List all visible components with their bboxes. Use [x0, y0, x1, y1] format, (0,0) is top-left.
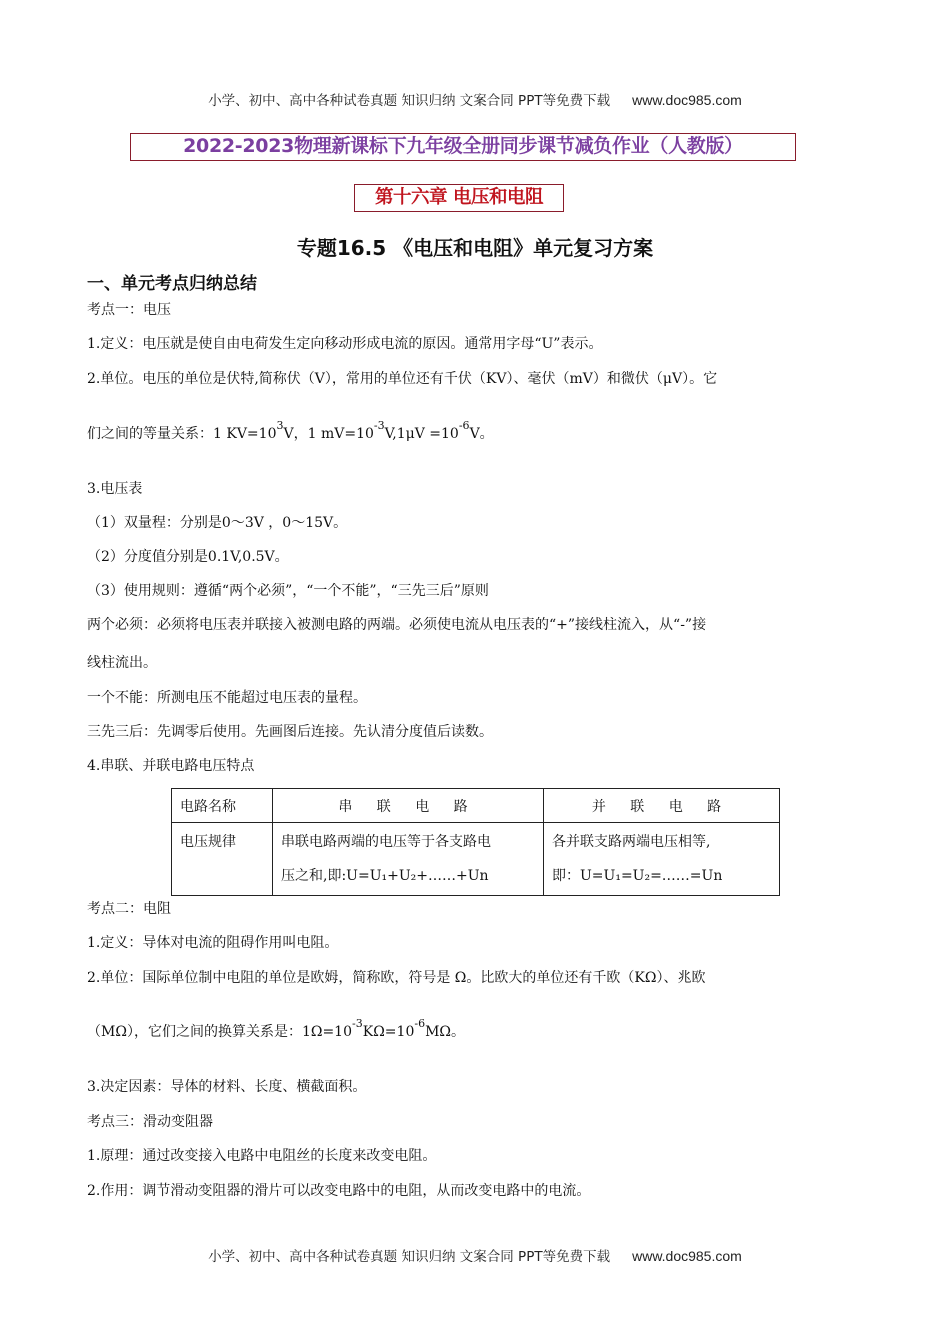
topic-title: 专题16.5 《电压和电阻》单元复习方案 — [296, 236, 654, 260]
parallel-rule-cell — [544, 823, 780, 896]
kp3-title: 考点三：滑动变阻器 — [87, 1114, 213, 1130]
footer-site-link[interactable]: www.doc985.com — [632, 1248, 742, 1264]
kp2-title: 考点二：电阻 — [87, 901, 171, 917]
page-footer — [0, 1245, 950, 1265]
kp1-unit-line2: 们之间的等量关系：1 $KV=10^3V$，1 $mV=10^{-3}V,1\mu V =10^{-6}V$。 — [87, 419, 494, 442]
series-rule-line1: 串联电路两端的电压等于各支路电 — [281, 834, 491, 850]
table-header-cell: 并 联 电 路 — [544, 789, 780, 823]
circuit-title: 4.串联、并联电路电压特点 — [87, 758, 255, 774]
kp1-unit-line1: 2.单位。电压的单位是伏特,简称伏（V），常用的单位还有千伏（KV）、毫伏（mV）和微伏（μV）。它 — [87, 371, 718, 387]
voltmeter-item-3: （3）使用规则：遵循“两个必须”，“一个不能”，“三先三后”原则 — [87, 583, 489, 599]
voltmeter-title: 3.电压表 — [87, 481, 143, 497]
document-main-title: 2022-2023物理新课标下九年级全册同步课节减负作业（人教版） — [130, 133, 796, 161]
footer-text: 小学、初中、高中各种试卷真题 知识归纳 文案合同 PPT等免费下载 — [208, 1249, 611, 1265]
kp2-unit-line2: （MΩ），它们之间的换算关系是：$1\Omega=10^{-3}K\Omega=10^{-6}M\Omega$。 — [87, 1017, 466, 1040]
header-text: 小学、初中、高中各种试卷真题 知识归纳 文案合同 PPT等免费下载 — [208, 93, 611, 109]
kp1-title: 考点一：电压 — [87, 302, 171, 318]
kp3-function: 2.作用：调节滑动变阻器的滑片可以改变电路中的电阻，从而改变电路中的电流。 — [87, 1183, 591, 1199]
section-heading: 一、单元考点归纳总结 — [87, 274, 257, 294]
voltmeter-item-2: （2）分度值分别是0.1V,0.5V。 — [87, 549, 289, 565]
kp3-principle: 1.原理：通过改变接入电路中电阻丝的长度来改变电阻。 — [87, 1148, 437, 1164]
chapter-title: 第十六章 电压和电阻 — [354, 184, 564, 212]
must-line2: 线柱流出。 — [87, 655, 157, 671]
voltmeter-item-1: （1）双量程：分别是0～3V ，0～15V。 — [87, 515, 348, 531]
kp2-unit-line1: 2.单位：国际单位制中电阻的单位是欧姆，简称欧，符号是 Ω。比欧大的单位还有千欧（KΩ）、兆欧 — [87, 970, 706, 986]
series-rule-line2: 压之和,即:U=U₁+U₂+……+Un — [281, 868, 489, 884]
page-header — [0, 89, 950, 109]
table-header-cell: 串 联 电 路 — [273, 789, 544, 823]
table-header-cell: 电路名称 — [172, 789, 273, 823]
table-row — [172, 823, 780, 896]
must-line1: 两个必须：必须将电压表并联接入被测电路的两端。必须使电流从电压表的“+”接线柱流入，从“-”接 — [87, 617, 707, 633]
kp2-factors: 3.决定因素：导体的材料、长度、横截面积。 — [87, 1079, 367, 1095]
cannot-rule: 一个不能：所测电压不能超过电压表的量程。 — [87, 690, 367, 706]
kp1-definition: 1.定义：电压就是使自由电荷发生定向移动形成电流的原因。通常用字母“U”表示。 — [87, 336, 603, 352]
voltage-rules-table — [171, 788, 780, 896]
three-rule: 三先三后：先调零后使用。先画图后连接。先认清分度值后读数。 — [87, 724, 493, 740]
parallel-rule-line2: 即：U=U₁=U₂=……=Un — [552, 868, 723, 884]
table-row-label: 电压规律 — [172, 823, 273, 896]
series-rule-cell — [273, 823, 544, 896]
header-site-link[interactable]: www.doc985.com — [632, 92, 742, 108]
kp2-definition: 1.定义：导体对电流的阻碍作用叫电阻。 — [87, 935, 339, 951]
parallel-rule-line1: 各并联支路两端电压相等, — [552, 834, 711, 850]
table-header-row — [172, 789, 780, 823]
